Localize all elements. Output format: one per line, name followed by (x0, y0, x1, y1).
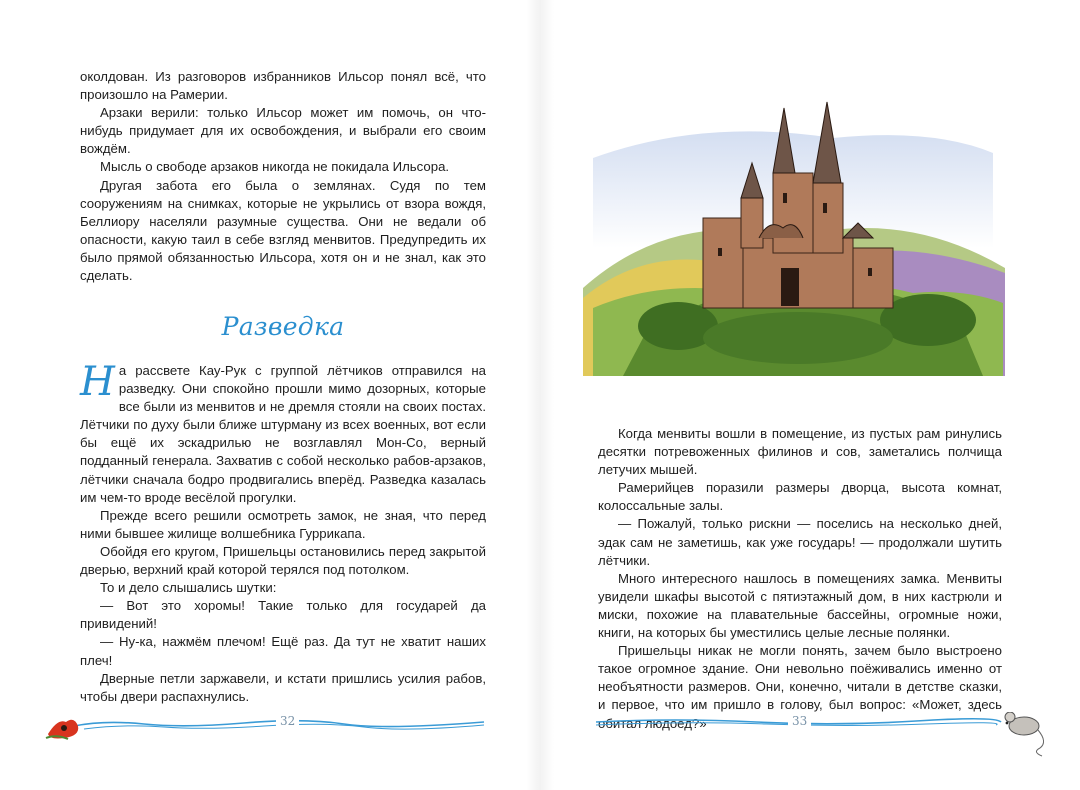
page-number-left: 32 (276, 714, 299, 728)
paragraph: Дверные петли заржавели, и кстати пришлись усилия рабов, чтобы двери распахнулись. (80, 670, 486, 704)
paragraph: Обойдя его кругом, Пришельцы остановились перед закрытой дверью, верхний край которой терялся под потолком. (80, 543, 486, 578)
left-intro-text (80, 68, 486, 285)
chapter-text (80, 359, 486, 706)
paragraph: Пришельцы никак не могли понять, зачем было выстроено такое огромное здание. Они невольно поёживались именно от необъятности размеров. Они, конечно, читали в детстве сказки, и первое, что им пришло в голову, был вопрос: «Может, здесь обитал людоед?» (598, 643, 1002, 731)
drop-cap: Н (80, 359, 115, 405)
poppy-flower-icon (46, 720, 78, 739)
first-paragraph-text: а рассвете Кау-Рук с группой лётчиков отправился на разведку. Они спокойно прошли мимо дозорных, которые все были из менвитов и не дремля стояли на своих постах. Лётчики по духу были ближе штурману из всех военных, вот если бы ещё их эскадрилью не возглавлял Мон-Со, верный подданный генерала. Захватив с собой несколько рабов-арзаков, лётчики сначала бодро продвигались вперёд. Разведка казалась им чем-то вроде весёлой прогулки. (80, 363, 486, 505)
castle-on-hill-illustration (583, 98, 1005, 376)
first-paragraph (80, 359, 486, 507)
page-number-right: 33 (788, 714, 811, 728)
paragraph: Рамерийцев поразили размеры дворца, высота комнат, колоссальные залы. (598, 480, 1002, 514)
right-footer-wave (596, 712, 1066, 762)
book-gutter (526, 0, 554, 790)
paragraph: Мысль о свободе арзаков никогда не покидала Ильсора. (100, 159, 450, 175)
paragraph: Много интересного нашлось в помещениях замка. Менвиты увидели шкафы высотой с пятиэтажный дом, в них кастрюли и миски, похожие на плавательные бассейны, огромные ножи, книги, на которых бы уместились целые лесные полянки. (598, 570, 1002, 641)
mouse-icon (1005, 712, 1044, 756)
paragraph: Прежде всего решили осмотреть замок, не зная, что перед ними бывшее жилище волшебника Гуррикапа. (80, 507, 486, 541)
paragraph: околдован. Из разговоров избранников Ильсор понял всё, что произошло на Рамерии. (80, 69, 486, 103)
paragraph: — Ну-ка, нажмём плечом! Ещё раз. Да тут не хватит наших плеч! (80, 634, 486, 668)
paragraph: То и дело слышались шутки: (100, 580, 277, 596)
paragraph: — Вот это хоромы! Такие только для государей да привидений! (80, 598, 486, 632)
left-footer-wave (44, 712, 488, 742)
chapter-title: Разведка (221, 312, 345, 341)
paragraph: Другая забота его была о землянах. Судя по тем сооружениям на снимках, которые не укрылись от взора вождя, Беллиору населяли разумные существа. Они не ведали об опасности, какую таил в себе взгляд менвитов. Предупредить их было прямой обязанностью Ильсора, хотя он и не знал, как это сделать. (80, 177, 486, 284)
paragraph: Когда менвиты вошли в помещение, из пустых рам ринулись десятки потревоженных филинов и сов, заметались полчища летучих мышей. (598, 426, 1002, 478)
paragraph: — Пожалуй, только рискни — поселись на несколько дней, эдак сам не заметишь, как уже государь! — продолжали шутить лётчики. (598, 516, 1002, 568)
paragraph: Арзаки верили: только Ильсор может им помочь, он что-нибудь придумает для их освобождения, и выбрали его своим вождём. (80, 105, 486, 157)
right-text (598, 425, 1002, 733)
